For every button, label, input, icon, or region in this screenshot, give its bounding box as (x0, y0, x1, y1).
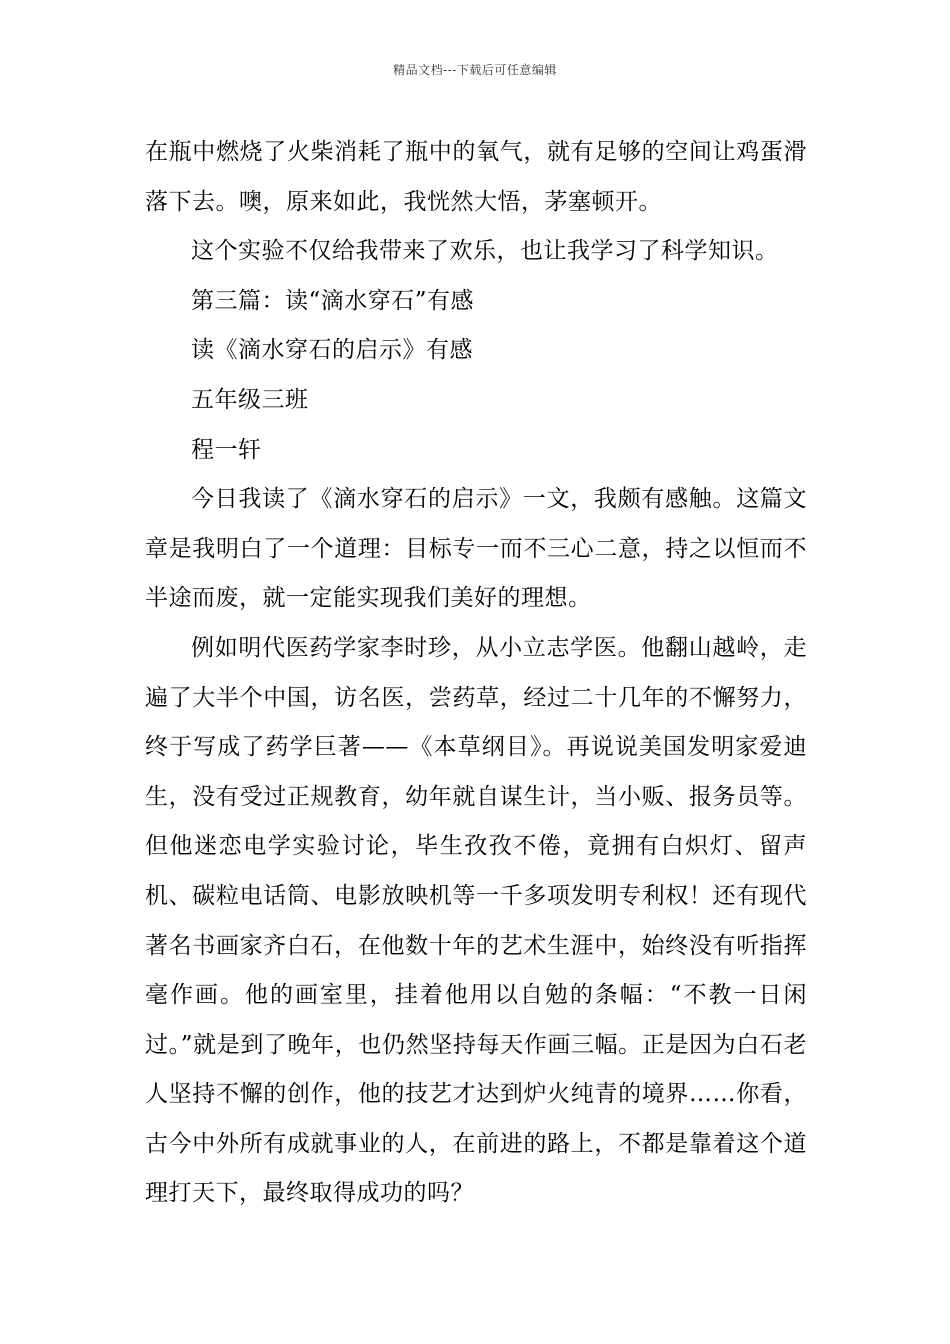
section-title: 第三篇：读“滴水穿石”有感 (191, 287, 475, 314)
paragraph-1: 在瓶中燃烧了火柴消耗了瓶中的氧气，就有足够的空间让鸡蛋滑落下去。噢，原来如此，我恍然大悟，茅塞顿开。 (145, 139, 807, 215)
author-name: 程一轩 (191, 436, 262, 463)
document-body (145, 128, 807, 1219)
essay-title: 读《滴水穿石的启示》有感 (191, 337, 473, 364)
author-class: 五年级三班 (191, 386, 309, 413)
page-header: 精品文档---下载后可任意编辑 (393, 63, 557, 77)
paragraph-8: 例如明代医药学家李时珍，从小立志学医。他翻山越岭，走遍了大半个中国，访名医，尝药草，经过二十几年的不懈努力，终于写成了药学巨著——《本草纲目》。再说说美国发明家爱迪生，没有受过正规教育，幼年就自谋生计，当小贩、报务员等。但他迷恋电学实验讨论，毕生孜孜不倦，竟拥有白炽灯、留声机、碳粒电话筒、电影放映机等一千多项发明专利权！还有现代著名书画家齐白石，在他数十年的艺术生涯中，始终没有听指挥毫作画。他的画室里，挂着他用以自勉的条幅：“不教一日闲过。”就是到了晚年，也仍然坚持每天作画三幅。正是因为白石老人坚持不懈的创作，他的技艺才达到炉火纯青的境界……你看，古今中外所有成就事业的人，在前进的路上，不都是靠着这个道理打天下，最终取得成功的吗？ (145, 634, 807, 1207)
paragraph-2: 这个实验不仅给我带来了欢乐，也让我学习了科学知识。 (191, 238, 779, 265)
paragraph-7: 今日我读了《滴水穿石的启示》一文，我颇有感触。这篇文章是我明白了一个道理：目标专一而不三心二意，持之以恒而不半途而废，就一定能实现我们美好的理想。 (145, 486, 807, 612)
